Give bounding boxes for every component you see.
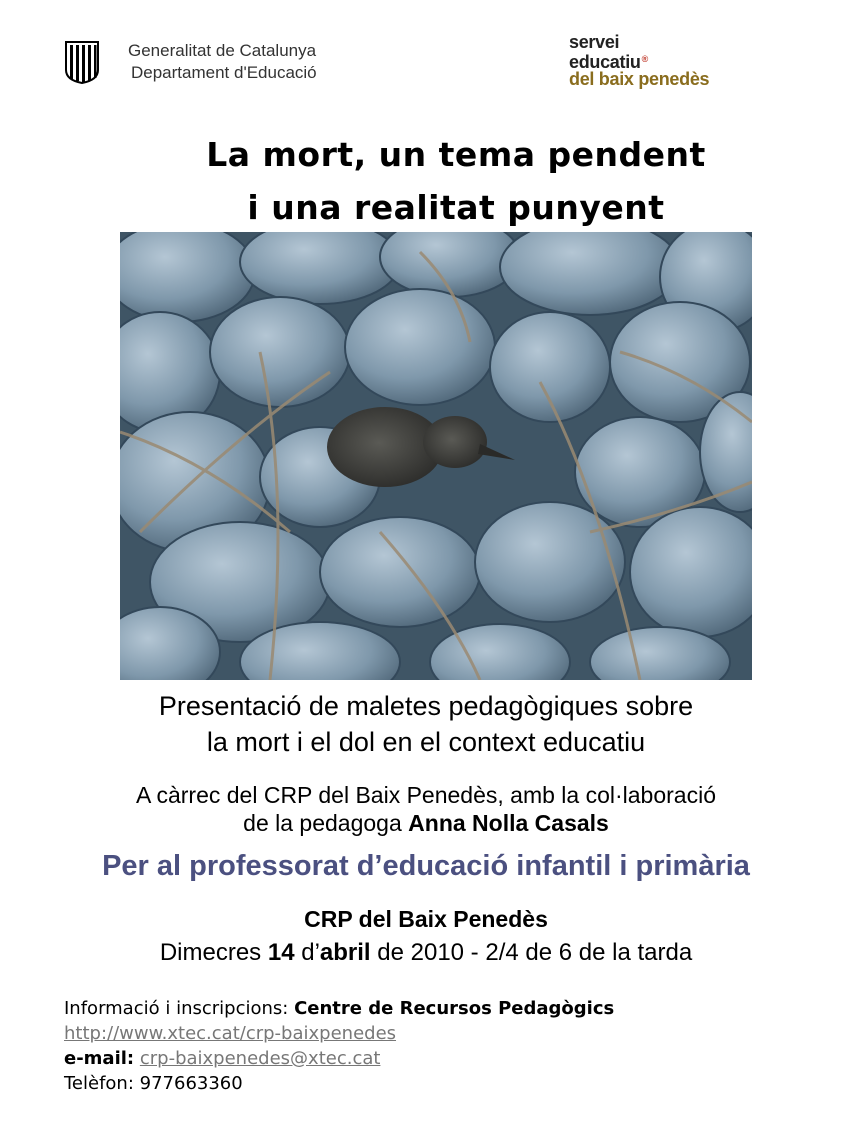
- sebp-line-2: educatiu: [569, 52, 641, 72]
- contact-info: [64, 996, 614, 1096]
- generalitat-name: Generalitat de Catalunya: [128, 41, 317, 60]
- email-line: [64, 1046, 614, 1071]
- website-link[interactable]: http://www.xtec.cat/crp-baixpenedes: [64, 1023, 397, 1044]
- presentation-line-1: Presentació de maletes pedagògiques sobre: [158, 691, 694, 721]
- department-name: Departament d'Educació: [131, 63, 317, 82]
- credit-prefix: de la pedagoga: [243, 810, 409, 836]
- presentation-line-2: la mort i el dol en el context educatiu: [206, 727, 646, 757]
- date-part-2: d’: [294, 939, 320, 966]
- date-part-3: de 2010 - 2/4 de 6 de la tarda: [370, 939, 693, 966]
- presentation-text: [0, 688, 852, 760]
- generalitat-logo-icon: [64, 40, 100, 84]
- pedagogue-name: Anna Nolla Casals: [408, 810, 609, 836]
- venue-text: CRP del Baix Penedès: [304, 906, 548, 932]
- date-part-1: Dimecres: [159, 939, 268, 966]
- centre-name: Centre de Recursos Pedagògics: [294, 998, 615, 1019]
- bird-chick-on-stones-photo: [120, 232, 752, 680]
- info-line: [64, 996, 614, 1021]
- generalitat-text: [128, 40, 317, 84]
- credit-line-2: [0, 809, 852, 837]
- title-line-2: i una realitat punyent: [247, 188, 665, 227]
- info-label: Informació i inscripcions:: [64, 998, 295, 1019]
- email-label: e-mail:: [64, 1048, 135, 1069]
- registered-mark: ®: [641, 54, 648, 64]
- credit-text: [0, 781, 852, 837]
- poster-title: [0, 128, 852, 234]
- date-day: 14: [267, 939, 295, 966]
- servei-educatiu-logo: [569, 34, 709, 88]
- date-month: abril: [319, 939, 371, 966]
- credit-line-1: A càrrec del CRP del Baix Penedès, amb la col·laboració: [136, 782, 716, 808]
- phone-line: Telèfon: 977663360: [64, 1073, 243, 1094]
- audience-text: Per al professorat d’educació infantil i primària: [102, 850, 750, 882]
- sebp-line-1: servei: [569, 32, 620, 52]
- sebp-line-3: del baix penedès: [569, 69, 710, 89]
- email-link[interactable]: crp-baixpenedes@xtec.cat: [139, 1048, 381, 1069]
- date-text: [0, 939, 852, 967]
- title-line-1: La mort, un tema pendent: [206, 135, 706, 174]
